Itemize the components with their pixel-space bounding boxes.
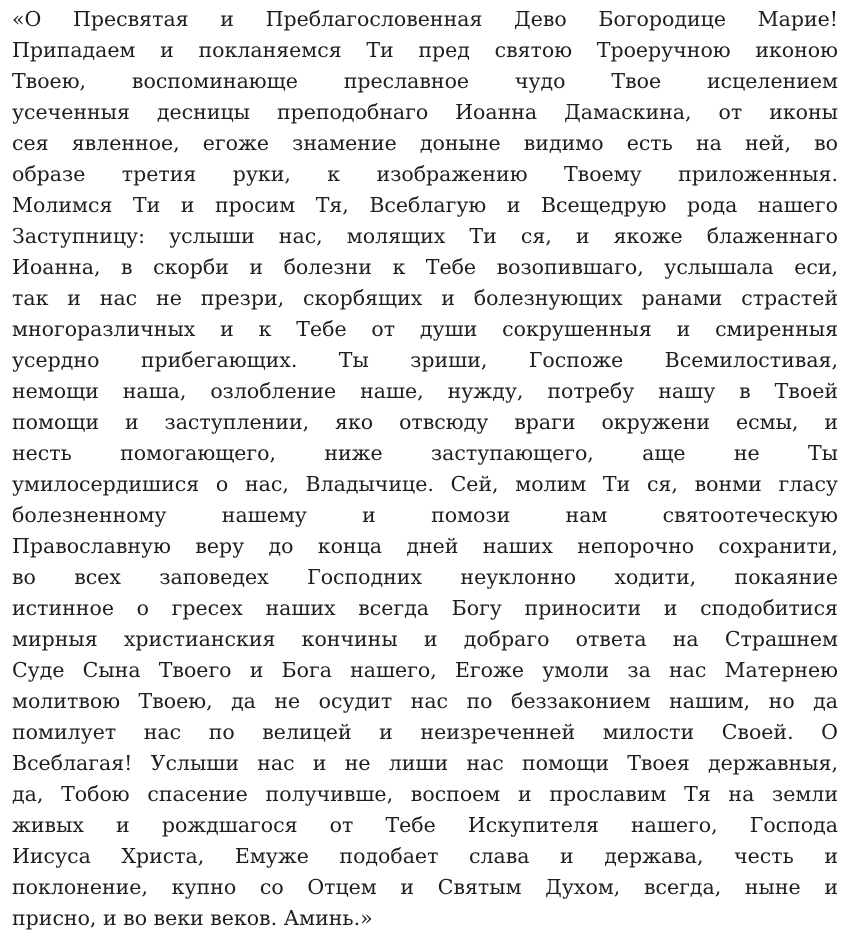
prayer-line: «О Пресвятая и Преблагословенная Дево Богородице Марие!: [12, 7, 838, 31]
prayer-line: сея явленное, егоже знамение доныне видимо есть на ней, во: [12, 131, 838, 155]
prayer-line: живых и рождшагося от Тебе Искупителя нашего, Господа: [12, 813, 838, 837]
prayer-line: Иоанна, в скорби и болезни к Тебе возопившаго, услышала еси,: [12, 255, 838, 279]
prayer-text: [12, 4, 838, 934]
prayer-line: усеченныя десницы преподобнаго Иоанна Дамаскина, от иконы: [12, 100, 838, 124]
prayer-line: мирныя христианския кончины и добраго ответа на Страшнем: [12, 627, 838, 651]
prayer-line: усердно прибегающих. Ты зриши, Госпоже Всемилостивая,: [12, 348, 838, 372]
prayer-line: немощи наша, озлобление наше, нужду, потребу нашу в Твоей: [12, 379, 838, 403]
prayer-line: молитвою Твоею, да не осудит нас по беззаконием нашим, но да: [12, 689, 838, 713]
prayer-line: Всеблагая! Услыши нас и не лиши нас помощи Твоея державныя,: [12, 751, 838, 775]
prayer-line: Припадаем и покланяемся Ти пред святою Троеручною иконою: [12, 38, 838, 62]
prayer-line: умилосердишися о нас, Владычице. Сей, молим Ти ся, вонми гласу: [12, 472, 838, 496]
prayer-line: поклонение, купно со Отцем и Святым Духом, всегда, ныне и: [12, 875, 838, 899]
prayer-line: Молимся Ти и просим Тя, Всеблагую и Всещедрую рода нашего: [12, 193, 838, 217]
prayer-line: помощи и заступлении, яко отвсюду враги окружени есмы, и: [12, 410, 838, 434]
prayer-line: болезненному нашему и помози нам святоотеческую: [12, 503, 838, 527]
prayer-line: Православную веру до конца дней наших непорочно сохранити,: [12, 534, 838, 558]
prayer-line: истинное о гресех наших всегда Богу приносити и сподобитися: [12, 596, 838, 620]
prayer-line: во всех заповедех Господних неуклонно ходити, покаяние: [12, 565, 838, 589]
prayer-line: многоразличных и к Тебе от души сокрушенныя и смиренныя: [12, 317, 838, 341]
prayer-line: Заступницу: услыши нас, молящих Ти ся, и якоже блаженнаго: [12, 224, 838, 248]
prayer-line: Иисуса Христа, Емуже подобает слава и держава, честь и: [12, 844, 838, 868]
prayer-line: Суде Сына Твоего и Бога нашего, Егоже умоли за нас Матернею: [12, 658, 838, 682]
prayer-line: да, Тобою спасение получивше, воспоем и прославим Тя на земли: [12, 782, 838, 806]
prayer-line: помилует нас по велицей и неизреченней милости Своей. О: [12, 720, 838, 744]
prayer-line: присно, и во веки веков. Аминь.»: [12, 906, 373, 930]
prayer-line: образе третия руки, к изображению Твоему приложенныя.: [12, 162, 838, 186]
prayer-line: так и нас не презри, скорбящих и болезнующих ранами страстей: [12, 286, 838, 310]
prayer-line: несть помогающего, ниже заступающего, аще не Ты: [12, 441, 838, 465]
prayer-line: Твоею, воспоминающе преславное чудо Твое исцелением: [12, 69, 838, 93]
